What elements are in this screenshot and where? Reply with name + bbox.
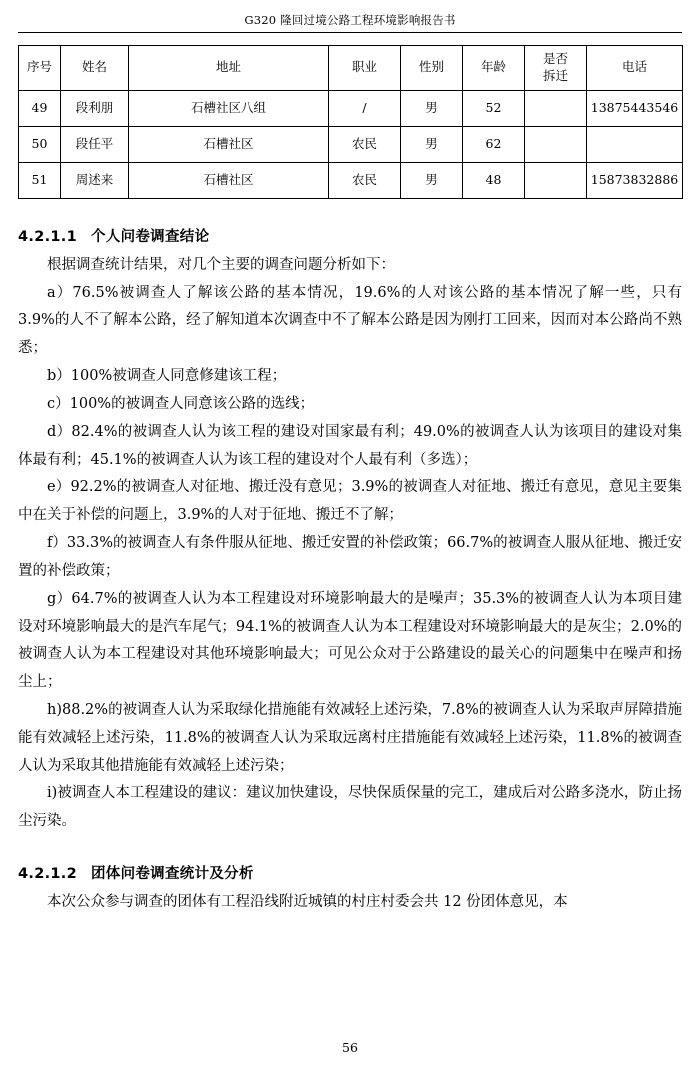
cell-seq: 49 bbox=[19, 90, 61, 126]
section-heading-4-2-1-1 bbox=[18, 225, 682, 246]
cell-occupation: 农民 bbox=[329, 162, 401, 198]
cell-occupation: 农民 bbox=[329, 126, 401, 162]
paragraph: 根据调查统计结果，对几个主要的调查问题分析如下： bbox=[47, 256, 395, 273]
paragraph: a）76.5%被调查人了解该公路的基本情况，19.6%的人对该公路的基本情况了解一些，只有 3.9%的人不了解本公路，经了解知道本次调查中不了解本公路是因为刚打工回来，因而对本公路尚不熟悉； bbox=[18, 284, 682, 357]
cell-name: 段任平 bbox=[61, 126, 129, 162]
cell-sex: 男 bbox=[401, 90, 463, 126]
column-header-address: 地址 bbox=[129, 46, 329, 91]
cell-age: 48 bbox=[463, 162, 525, 198]
paragraph: i)被调查人本工程建设的建议：建议加快建设，尽快保质保量的完工，建成后对公路多浇水，防止扬尘污染。 bbox=[18, 785, 682, 830]
cell-phone: 15873832886 bbox=[587, 162, 683, 198]
cell-occupation: / bbox=[329, 90, 401, 126]
cell-relocation bbox=[525, 162, 587, 198]
column-header-name: 姓名 bbox=[61, 46, 129, 91]
paragraph: e）92.2%的被调查人对征地、搬迁没有意见；3.9%的被调查人对征地、搬迁有意见，意见主要集中在关于补偿的问题上，3.9%的人对于征地、搬迁不了解； bbox=[18, 479, 682, 524]
cell-phone: 13875443546 bbox=[587, 90, 683, 126]
column-header-relocation bbox=[525, 46, 587, 91]
cell-relocation bbox=[525, 126, 587, 162]
cell-age: 62 bbox=[463, 126, 525, 162]
cell-address: 石槽社区 bbox=[129, 126, 329, 162]
section-title: 个人问卷调查结论 bbox=[90, 228, 210, 245]
cell-sex: 男 bbox=[401, 162, 463, 198]
column-header-sex: 性别 bbox=[401, 46, 463, 91]
column-header-occupation: 职业 bbox=[329, 46, 401, 91]
table-header-row bbox=[19, 46, 683, 91]
header-rule bbox=[18, 32, 682, 33]
cell-relocation bbox=[525, 90, 587, 126]
paragraph: c）100%的被调查人同意该公路的选线； bbox=[47, 395, 315, 412]
table-row bbox=[19, 162, 683, 198]
cell-name: 段利朋 bbox=[61, 90, 129, 126]
column-header-relocation-line2: 拆迁 bbox=[542, 67, 568, 83]
document-body bbox=[18, 225, 682, 917]
paragraph: 本次公众参与调查的团体有工程沿线附近城镇的村庄村委会共 12 份团体意见，本 bbox=[47, 894, 568, 911]
section-title: 团体问卷调查统计及分析 bbox=[90, 866, 254, 883]
cell-address: 石槽社区八组 bbox=[129, 90, 329, 126]
table-row bbox=[19, 126, 683, 162]
header-title: G320 隆回过境公路工程环境影响报告书 bbox=[244, 13, 456, 27]
page-number: 56 bbox=[342, 1040, 358, 1055]
cell-name: 周述来 bbox=[61, 162, 129, 198]
cell-phone bbox=[587, 126, 683, 162]
paragraph: h)88.2%的被调查人认为采取绿化措施能有效减轻上述污染，7.8%的被调查人认为采取声屏障措施能有效减轻上述污染，11.8%的被调查人认为采取远离村庄措施能有效减轻上述污染，11.8%的被调查人认为采取其他措施能有效减轻上述污染； bbox=[18, 702, 682, 774]
column-header-phone: 电话 bbox=[587, 46, 683, 91]
paragraph: g）64.7%的被调查人认为本工程建设对环境影响最大的是噪声；35.3%的被调查人认为本项目建设对环境影响最大的是汽车尾气；94.1%的被调查人认为本工程建设对环境影响最大的是灰尘；2.0%的被调查人认为本工程建设对其他环境影响最大；可见公众对于公路建设的最关心的问题集中在噪声和扬尘上； bbox=[18, 590, 682, 691]
section-number: 4.2.1.2 bbox=[18, 866, 77, 883]
column-header-relocation-line1: 是否 bbox=[542, 51, 568, 66]
cell-sex: 男 bbox=[401, 126, 463, 162]
section-heading-4-2-1-2 bbox=[18, 862, 682, 883]
cell-address: 石槽社区 bbox=[129, 162, 329, 198]
cell-seq: 50 bbox=[19, 126, 61, 162]
paragraph: b）100%被调查人同意修建该工程； bbox=[47, 368, 287, 385]
paragraph: f）33.3%的被调查人有条件服从征地、搬迁安置的补偿政策；66.7%的被调查人服从征地、搬迁安置的补偿政策； bbox=[18, 535, 682, 579]
column-header-age: 年龄 bbox=[463, 46, 525, 91]
cell-seq: 51 bbox=[19, 162, 61, 198]
section-number: 4.2.1.1 bbox=[18, 228, 77, 245]
paragraph: d）82.4%的被调查人认为该工程的建设对国家最有利；49.0%的被调查人认为该项目的建设对集体最有利；45.1%的被调查人认为该工程的建设对个人最有利（多选）； bbox=[18, 423, 682, 468]
table-row bbox=[19, 90, 683, 126]
respondents-table bbox=[18, 45, 683, 199]
cell-age: 52 bbox=[463, 90, 525, 126]
running-header bbox=[18, 0, 682, 33]
column-header-seq: 序号 bbox=[19, 46, 61, 91]
